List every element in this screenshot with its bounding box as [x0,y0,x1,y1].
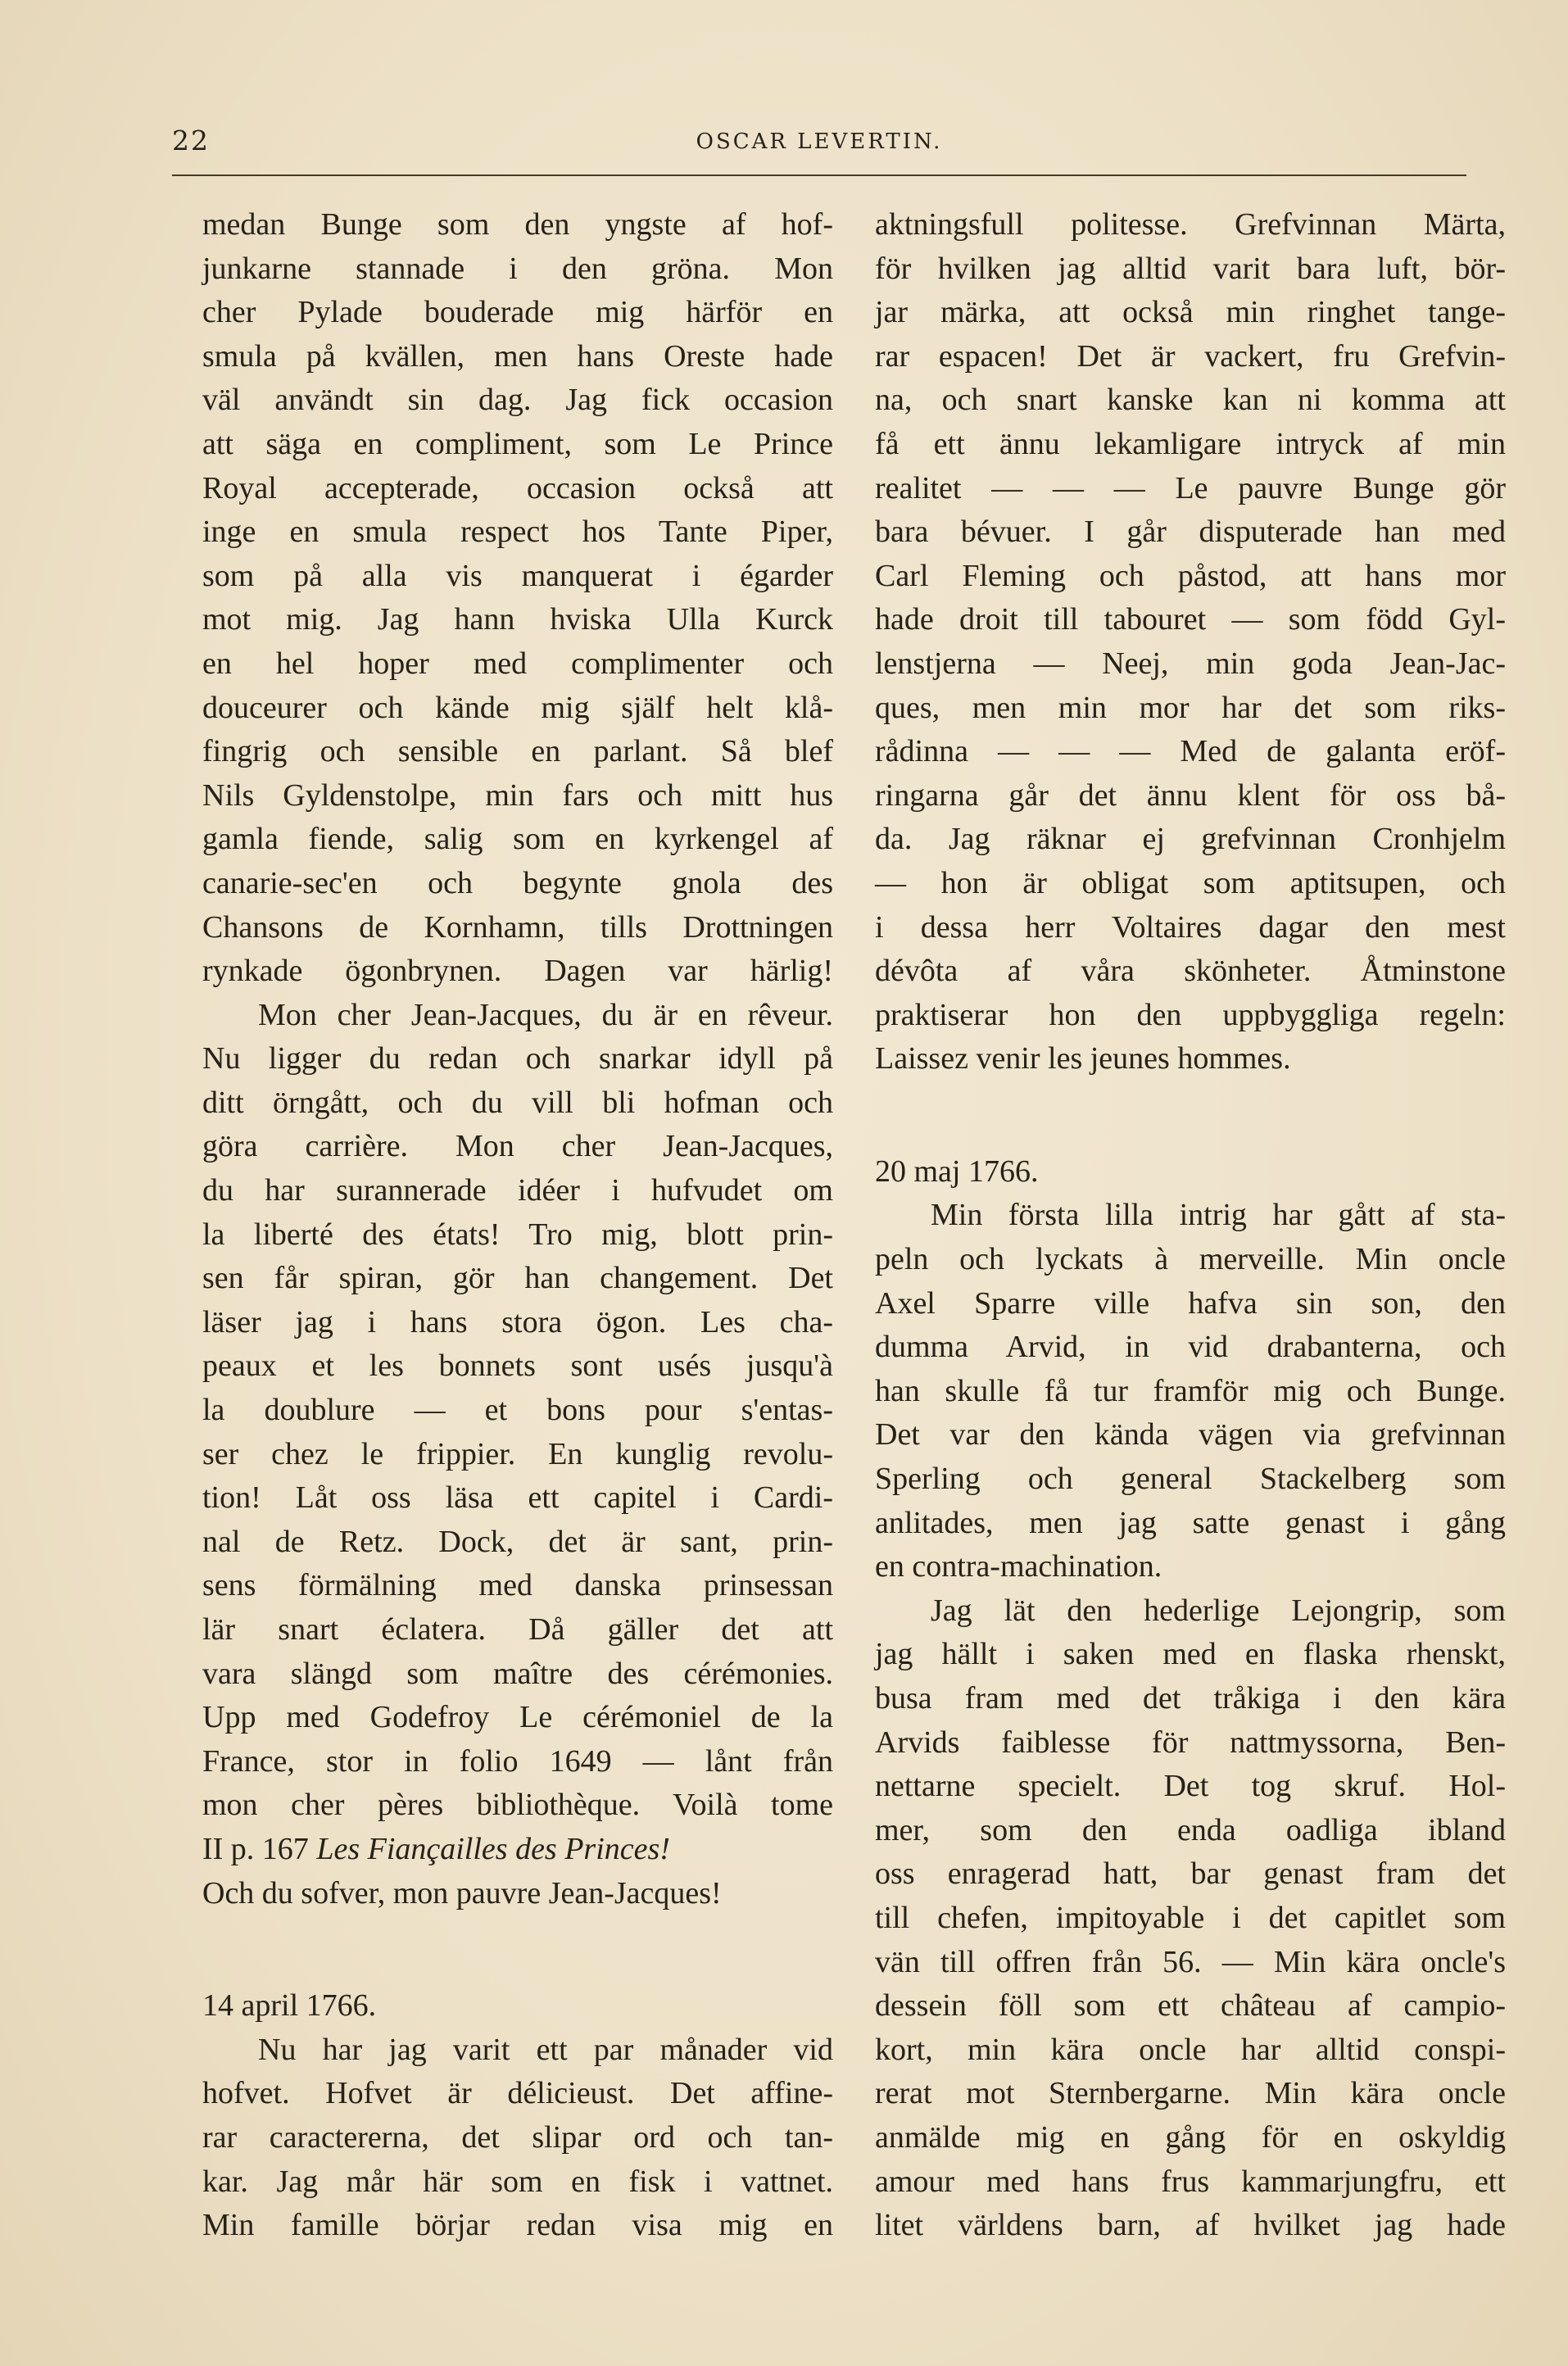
text-line: Nu ligger du redan och snarkar idyll på [202,1041,833,1076]
text-line: oss enragerad hatt, bar genast fram det [875,1856,1506,1892]
text-line: rynkade ögonbrynen. Dagen var härlig! [202,954,833,989]
text-line-start: II p. 167 [202,1831,317,1866]
page-header [172,125,1466,165]
text-line: få ett ännu lekamligare intryck af min [875,426,1506,461]
page-number: 22 [172,125,210,156]
text-line: kort, min kära oncle har alltid conspi- [875,2032,1506,2067]
text-line: fingrig och sensible en parlant. Så blef [202,734,833,769]
text-line: la doublure — et bons pour s'entas- [202,1393,833,1428]
text-line: att säga en compliment, som Le Prince [202,426,833,461]
text-line: vän till offren från 56. — Min kära oncle's [875,1944,1506,1979]
text-line: rerat mot Sternbergarne. Min kära oncle [875,2076,1506,2111]
text-line: sen får spiran, gör han changement. Det [202,1261,833,1296]
header-rule [172,175,1466,176]
text-line: inge en smula respect hos Tante Piper, [202,514,833,550]
text-line: Min famille börjar redan visa mig en [202,2208,833,2243]
text-line: ser chez le frippier. En kunglig revolu- [202,1436,833,1471]
text-line: Nu har jag varit ett par månader vid [258,2032,833,2067]
text-line: Laissez venir les jeunes hommes. [875,1041,1291,1076]
text-line: realitet — — — Le pauvre Bunge gör [875,470,1506,505]
text-line: France, stor in folio 1649 — lånt från [202,1743,833,1779]
text-line: mot mig. Jag hann hviska Ulla Kurck [202,602,833,637]
text-line: rar espacen! Det är vackert, fru Grefvin- [875,338,1506,374]
text-line: litet världens barn, af hvilket jag hade [875,2208,1506,2243]
blank-line [202,1915,833,1984]
text-line: dévôta af våra skönheter. Åtminstone [875,954,1506,989]
italic-book-title: Les Fiançailles des Princes! [316,1831,670,1866]
text-line: medan Bunge som den yngste af hof- [202,207,833,242]
text-line: ringarna går det ännu klent för oss bå- [875,777,1506,813]
text-line: mon cher pères bibliothèque. Voilà tome [202,1788,833,1823]
text-line: sens förmälning med danska prinsessan [202,1568,833,1603]
text-line: aktningsfull politesse. Grefvinnan Märta, [875,207,1506,242]
text-line: douceurer och kände mig själf helt klå- [202,690,833,725]
text-line: väl användt sin dag. Jag fick occasion [202,383,833,418]
text-line: lär snart éclatera. Då gäller det att [202,1612,833,1647]
text-line: nal de Retz. Dock, det är sant, prin- [202,1524,833,1559]
diary-date: 14 april 1766. [202,1988,377,2024]
text-line: peln och lyckats à merveille. Min oncle [875,1242,1506,1277]
text-line: mer, som den enda oadliga ibland [875,1812,1506,1847]
text-line: en contra-machination. [875,1549,1162,1584]
text-line: Jag lät den hederlige Lejongrip, som [931,1593,1506,1628]
text-line: Nils Gyldenstolpe, min fars och mitt hus [202,777,833,813]
text-line: Det var den kända vägen via grefvinnan [875,1417,1506,1453]
text-line: för hvilken jag alltid varit bara luft, bör- [875,251,1506,286]
text-line: cher Pylade bouderade mig härför en [202,295,833,330]
text-line: kar. Jag mår här som en fisk i vattnet. [202,2164,833,2199]
text-line: ditt örngått, och du vill bli hofman och [202,1085,833,1120]
text-line: dessein föll som ett château af campio- [875,1988,1506,2024]
text-line: lenstjerna — Neej, min goda Jean-Jac- [875,646,1506,681]
text-line: läser jag i hans stora ögon. Les cha- [202,1304,833,1339]
text-line: nettarne specielt. Det tog skruf. Hol- [875,1769,1506,1804]
text-line: anmälde mig en gång för en oskyldig [875,2119,1506,2155]
text-line: rådinna — — — Med de galanta eröf- [875,734,1506,769]
text-line: gamla fiende, salig som en kyrkengel af [202,822,833,857]
text-line: han skulle få tur framför mig och Bunge. [875,1373,1506,1408]
left-column [202,203,833,2248]
text-line: Chansons de Kornhamn, tills Drottningen [202,909,833,945]
text-line: busa fram med det tråkiga i den kära [875,1681,1506,1716]
text-line: Upp med Godefroy Le cérémoniel de la [202,1700,833,1735]
text-line: — hon är obligat som aptitsupen, och [875,865,1506,900]
text-line: praktiserar hon den uppbyggliga regeln: [875,997,1506,1032]
text-line-with-italic [202,1828,833,1872]
text-line: göra carrière. Mon cher Jean-Jacques, [202,1129,833,1164]
blank-line [875,1081,1506,1150]
text-line: hade droit till tabouret — som född Gyl- [875,602,1506,637]
text-line: jar märka, att också min ringhet tange- [875,295,1506,330]
text-line: en hel hoper med complimenter och [202,646,833,681]
text-line: Carl Fleming och påstod, att hans mor [875,558,1506,593]
text-line: anlitades, men jag satte genast i gång [875,1505,1506,1540]
text-line: som på alla vis manquerat i égarder [202,558,833,593]
text-line: na, och snart kanske kan ni komma att [875,383,1506,418]
text-line: du har surannerade idéer i hufvudet om [202,1173,833,1208]
text-line: junkarne stannade i den gröna. Mon [202,251,833,286]
text-line: Axel Sparre ville hafva sin son, den [875,1285,1506,1321]
text-line: i dessa herr Voltaires dagar den mest [875,909,1506,945]
text-line: amour med hans frus kammarjungfru, ett [875,2164,1506,2199]
text-line: vara slängd som maître des cérémonies. [202,1656,833,1691]
text-line: Arvids faiblesse för nattmyssorna, Ben- [875,1725,1506,1760]
text-line: Min första lilla intrig har gått af sta- [931,1198,1506,1233]
text-line: Och du sofver, mon pauvre Jean-Jacques! [202,1875,722,1910]
text-line: bara bévuer. I går disputerade han med [875,514,1506,550]
text-line: canarie-sec'en och begynte gnola des [202,865,833,900]
diary-date: 20 maj 1766. [875,1154,1039,1189]
text-line: la liberté des états! Tro mig, blott prin- [202,1217,833,1252]
text-line: rar caractererna, det slipar ord och tan- [202,2119,833,2155]
text-line: smula på kvällen, men hans Oreste hade [202,338,833,374]
text-line: jag hällt i saken med en flaska rhenskt, [875,1637,1506,1672]
running-head: OSCAR LEVERTIN. [696,129,943,154]
text-line: ques, men min mor har det som riks- [875,690,1506,725]
text-line: Royal accepterade, occasion också att [202,470,833,505]
text-line: dumma Arvid, in vid drabanterna, och [875,1330,1506,1365]
text-line: till chefen, impitoyable i det capitlet som [875,1900,1506,1935]
text-line: hofvet. Hofvet är délicieust. Det affine- [202,2076,833,2111]
right-column [875,203,1506,2248]
text-line: Mon cher Jean-Jacques, du är en rêveur. [258,997,833,1032]
text-line: tion! Låt oss läsa ett capitel i Cardi- [202,1480,833,1516]
text-line: da. Jag räknar ej grefvinnan Cronhjelm [875,822,1506,857]
text-line: peaux et les bonnets sont usés jusqu'à [202,1348,833,1384]
text-line: Sperling och general Stackelberg som [875,1462,1506,1497]
